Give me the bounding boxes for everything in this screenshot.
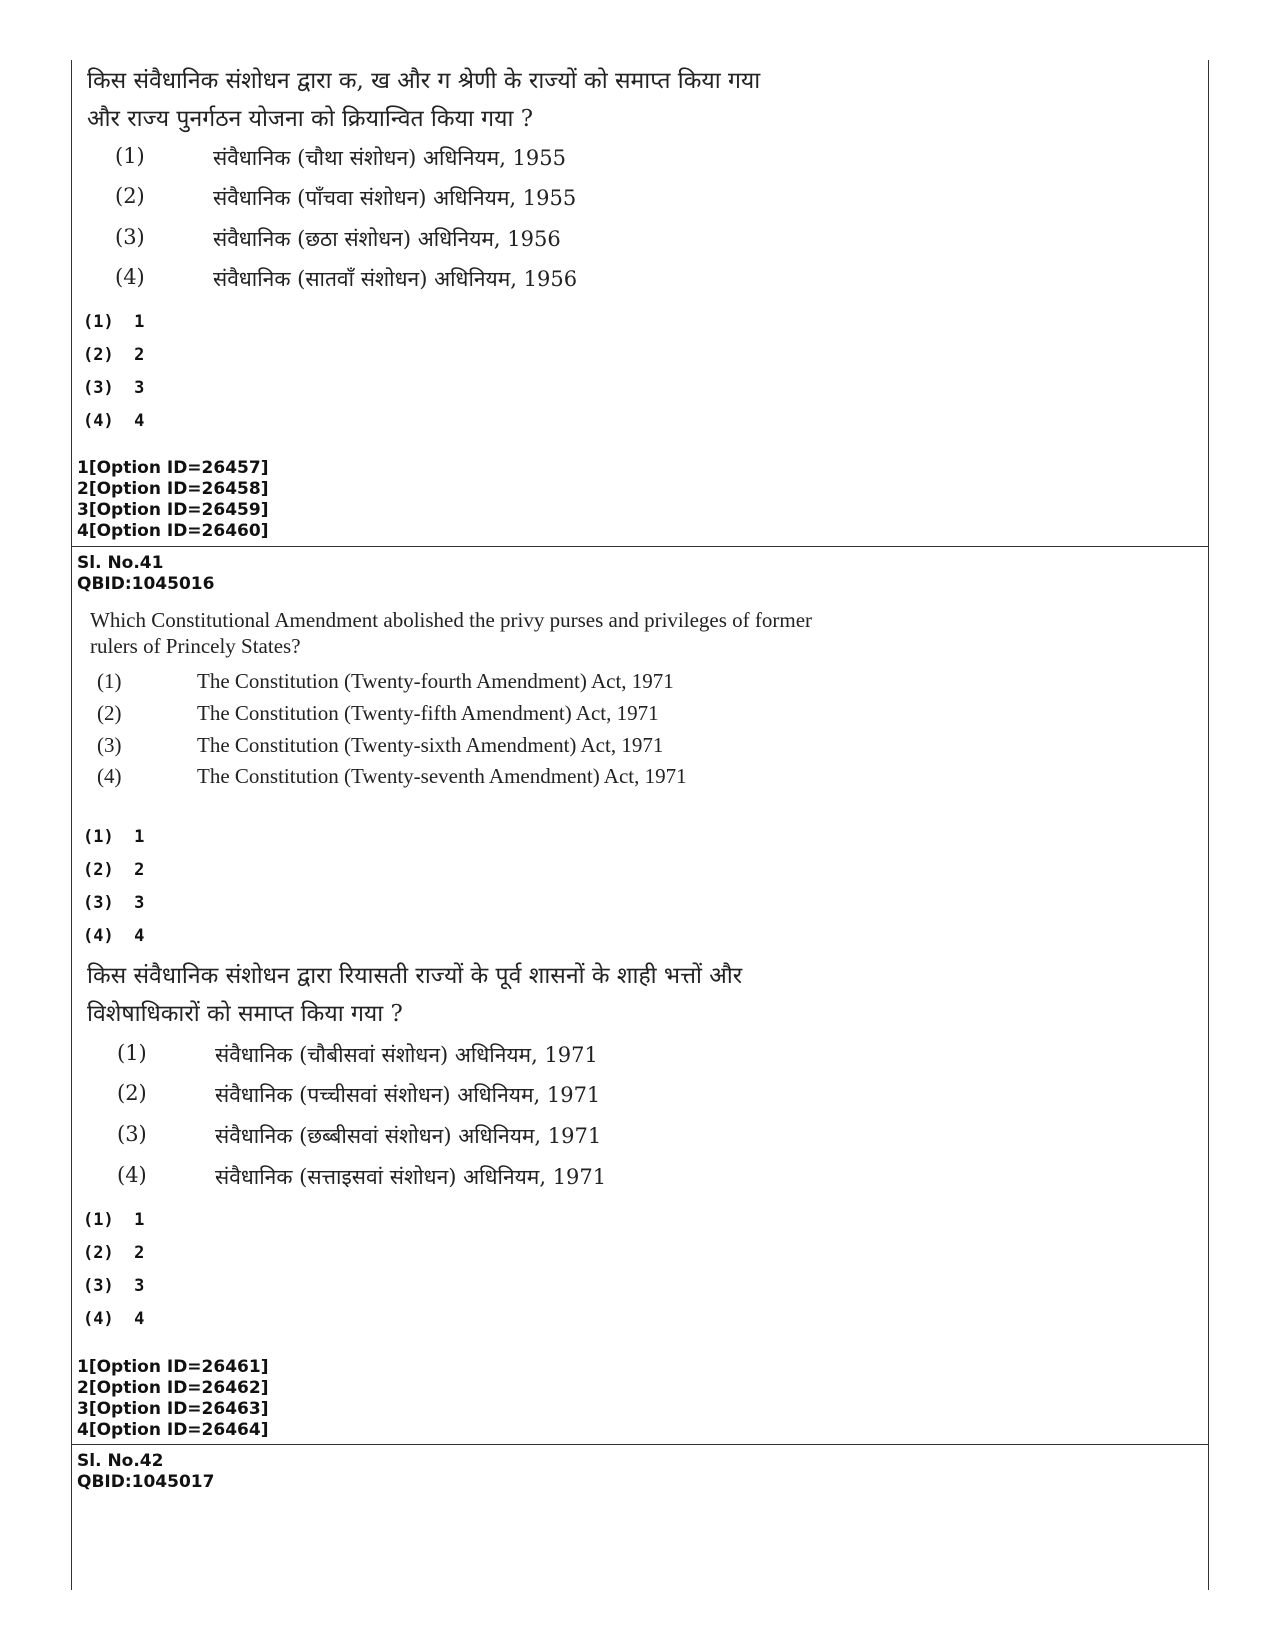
- option-text: संवैधानिक (पाँचवा संशोधन) अधिनियम, 1955: [213, 186, 577, 210]
- option-id-list: [77, 458, 268, 542]
- option-row: [97, 701, 797, 727]
- option-row: [115, 144, 815, 174]
- option-id: 3[Option ID=26463]: [77, 1399, 269, 1419]
- answer-choice[interactable]: (4) 4: [83, 411, 145, 431]
- option-number: (2): [117, 1081, 147, 1105]
- option-row: [97, 733, 797, 759]
- option-text: The Constitution (Twenty-seventh Amendment) Act, 1971: [197, 764, 687, 788]
- option-number: (1): [97, 669, 122, 693]
- option-row: [97, 764, 797, 790]
- question-text-english: [90, 607, 812, 659]
- serial-number: Sl. No.42: [77, 1451, 164, 1471]
- option-text: संवैधानिक (पच्चीसवां संशोधन) अधिनियम, 1971: [215, 1083, 601, 1107]
- question-line: rulers of Princely States?: [90, 634, 301, 658]
- option-id: 2[Option ID=26462]: [77, 1378, 269, 1398]
- option-number: (2): [115, 184, 145, 208]
- question-header: [77, 1451, 214, 1493]
- option-row: [115, 225, 815, 255]
- option-text: संवैधानिक (सातवाँ संशोधन) अधिनियम, 1956: [213, 267, 578, 291]
- option-row: [117, 1163, 817, 1193]
- question-line: किस संवैधानिक संशोधन द्वारा रियासती राज्यों के पूर्व शासनों के शाही भत्तों और: [87, 963, 743, 989]
- option-id: 1[Option ID=26457]: [77, 458, 269, 478]
- answer-choice[interactable]: (2) 2: [83, 345, 145, 365]
- serial-number: Sl. No.41: [77, 553, 164, 573]
- option-number: (3): [117, 1122, 147, 1146]
- option-row: [117, 1081, 817, 1111]
- option-number: (3): [97, 733, 122, 757]
- option-text: संवैधानिक (चौथा संशोधन) अधिनियम, 1955: [213, 146, 566, 170]
- section-divider: [71, 1444, 1208, 1445]
- option-number: (3): [115, 225, 145, 249]
- option-row: [115, 184, 815, 214]
- option-number: (1): [117, 1041, 147, 1065]
- option-text: संवैधानिक (छठा संशोधन) अधिनियम, 1956: [213, 227, 561, 251]
- option-row: [117, 1122, 817, 1152]
- answer-choice[interactable]: (2) 2: [83, 1243, 145, 1263]
- option-text: संवैधानिक (सत्ताइसवां संशोधन) अधिनियम, 1971: [215, 1165, 607, 1189]
- option-number: (4): [97, 764, 122, 788]
- option-text: संवैधानिक (चौबीसवां संशोधन) अधिनियम, 1971: [215, 1043, 598, 1067]
- option-id: 1[Option ID=26461]: [77, 1357, 269, 1377]
- answer-choice[interactable]: (1) 1: [83, 1210, 145, 1230]
- answer-choice[interactable]: (3) 3: [83, 1276, 145, 1296]
- option-id: 4[Option ID=26464]: [77, 1420, 269, 1440]
- qbid: QBID:1045016: [77, 574, 215, 594]
- answer-choice[interactable]: (2) 2: [83, 860, 145, 880]
- answer-choice[interactable]: (4) 4: [83, 1309, 145, 1329]
- question-text-hindi: [87, 62, 760, 138]
- question-line: किस संवैधानिक संशोधन द्वारा क, ख और ग श्रेणी के राज्यों को समाप्त किया गया: [87, 68, 761, 94]
- option-text: The Constitution (Twenty-fifth Amendment) Act, 1971: [197, 701, 659, 725]
- answer-choice[interactable]: (3) 3: [83, 378, 145, 398]
- option-id: 2[Option ID=26458]: [77, 479, 269, 499]
- question-line: Which Constitutional Amendment abolished the privy purses and privileges of former: [90, 608, 813, 632]
- option-number: (2): [97, 701, 122, 725]
- answer-choice[interactable]: (1) 1: [83, 827, 145, 847]
- option-id: 3[Option ID=26459]: [77, 500, 269, 520]
- option-number: (4): [115, 265, 145, 289]
- question-line: विशेषाधिकारों को समाप्त किया गया ?: [87, 1001, 403, 1027]
- section-divider: [71, 546, 1208, 547]
- answer-choice[interactable]: (4) 4: [83, 926, 145, 946]
- qbid: QBID:1045017: [77, 1472, 215, 1492]
- option-row: [117, 1041, 817, 1071]
- option-row: [97, 669, 797, 695]
- option-text: संवैधानिक (छब्बीसवां संशोधन) अधिनियम, 1971: [215, 1124, 602, 1148]
- option-number: (4): [117, 1163, 147, 1187]
- question-line: और राज्य पुनर्गठन योजना को क्रियान्वित किया गया ?: [87, 106, 534, 132]
- option-id: 4[Option ID=26460]: [77, 521, 269, 541]
- option-row: [115, 265, 815, 295]
- option-id-list: [77, 1357, 268, 1441]
- option-text: The Constitution (Twenty-sixth Amendment) Act, 1971: [197, 733, 664, 757]
- option-text: The Constitution (Twenty-fourth Amendment) Act, 1971: [197, 669, 674, 693]
- answer-choice[interactable]: (3) 3: [83, 893, 145, 913]
- answer-choice[interactable]: (1) 1: [83, 312, 145, 332]
- question-header: [77, 553, 214, 595]
- option-number: (1): [115, 144, 145, 168]
- question-text-hindi: [87, 957, 742, 1033]
